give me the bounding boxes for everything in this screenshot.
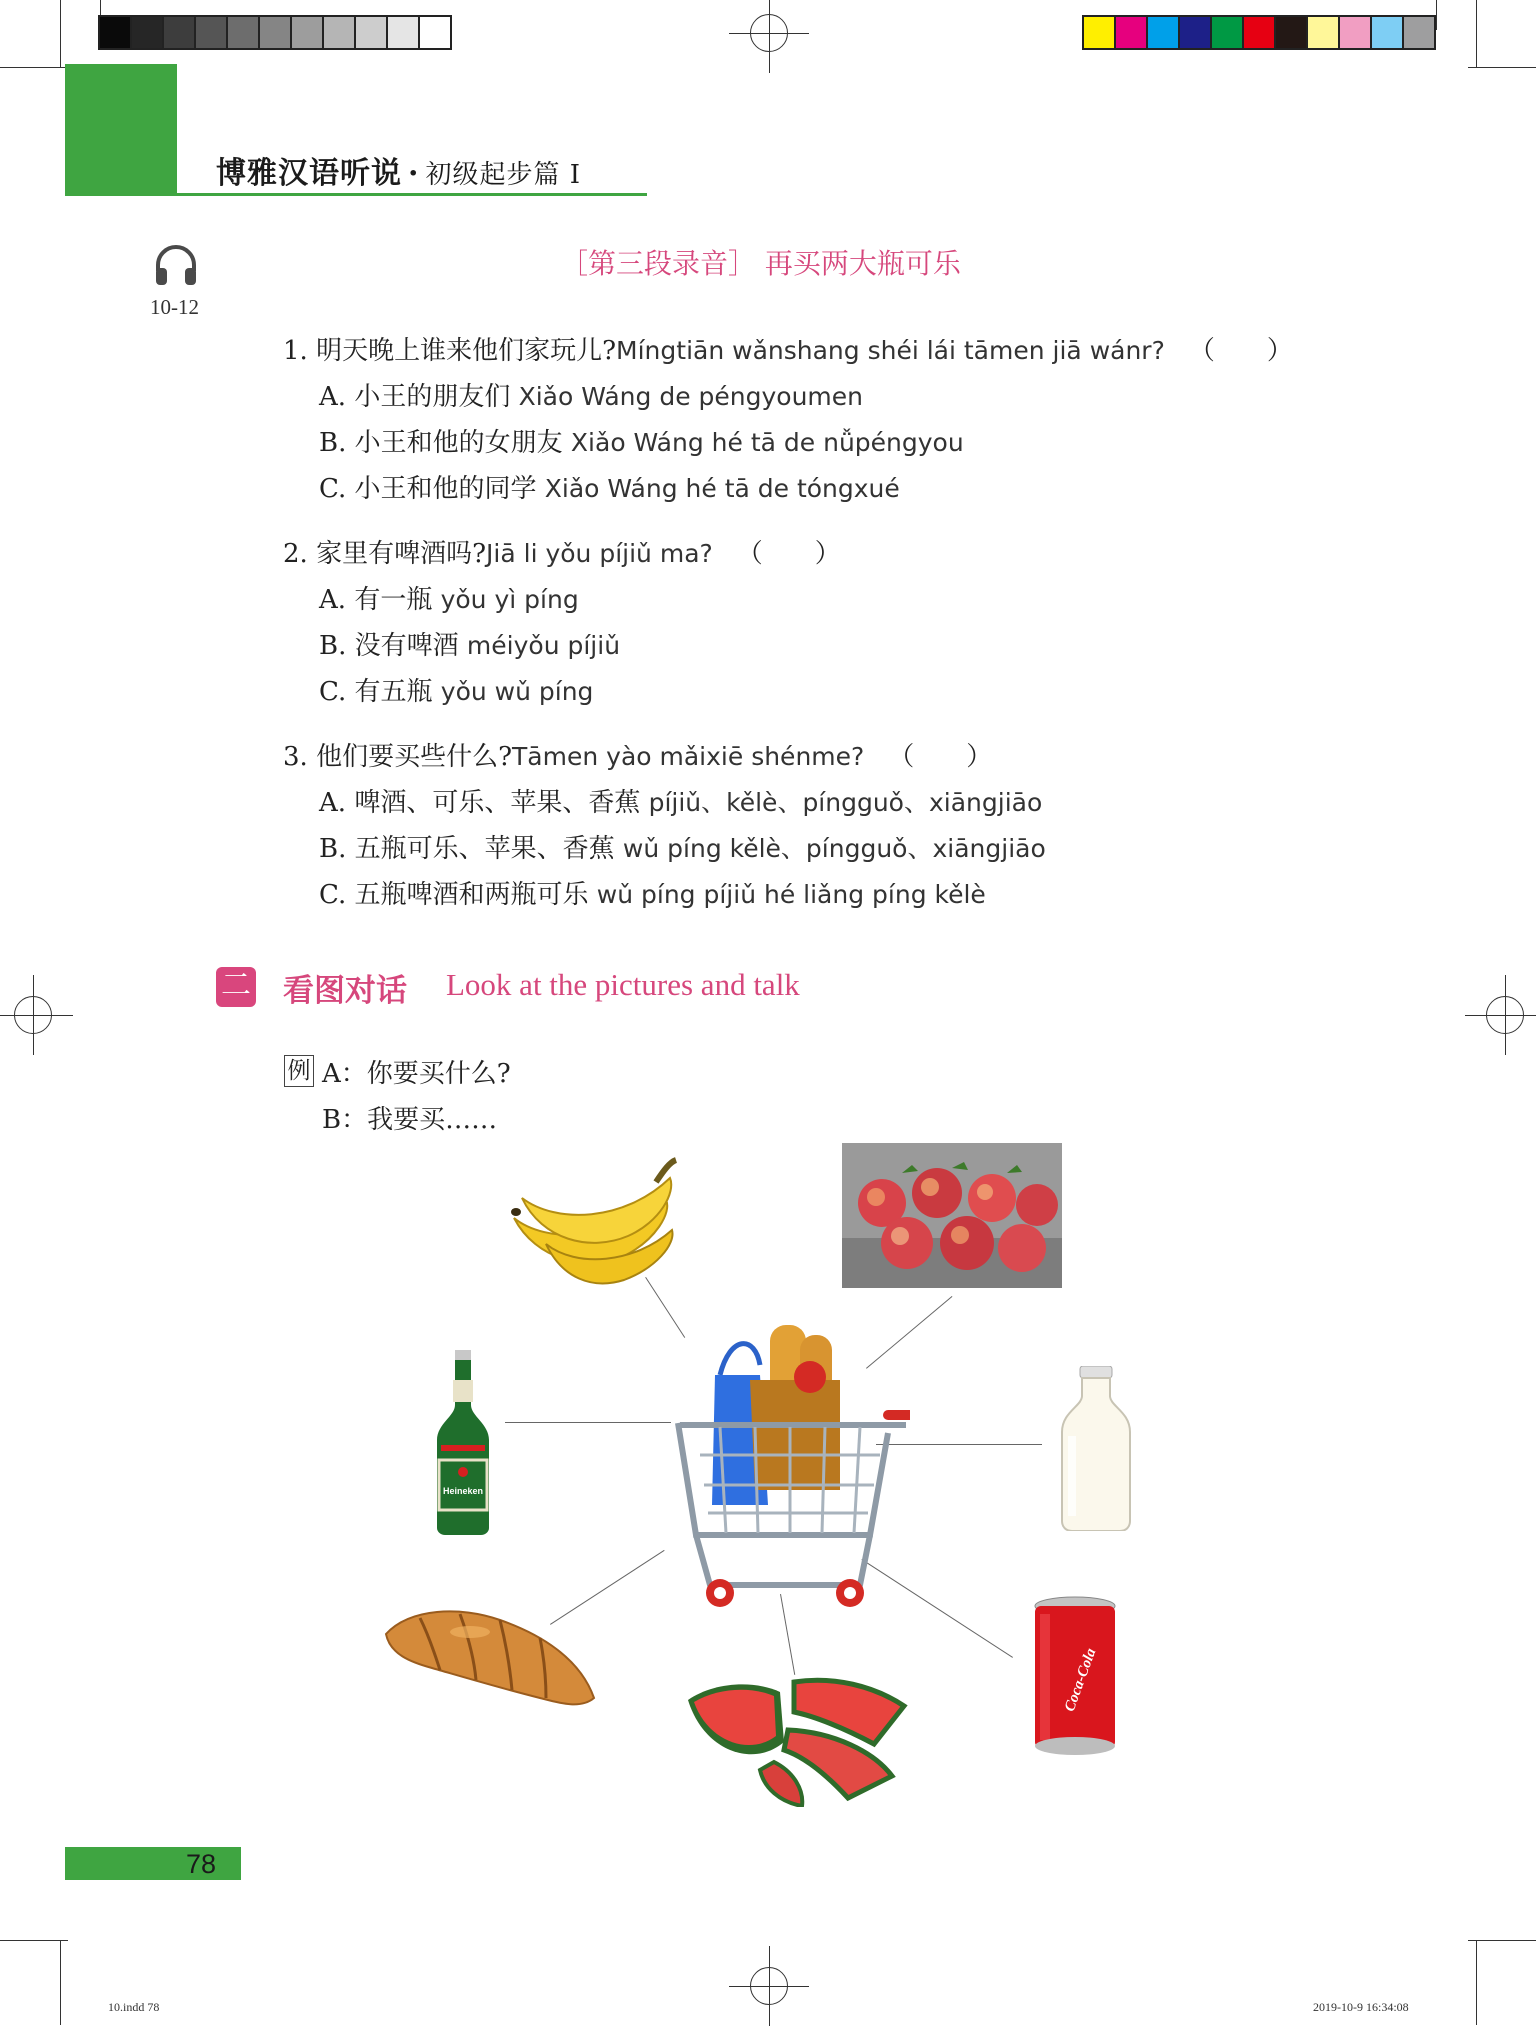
- slug-timestamp: 2019-10-9 16:34:08: [1313, 2000, 1409, 2014]
- registration-mark-right: [1486, 996, 1524, 1034]
- question-1: [283, 330, 1293, 367]
- option-3b[interactable]: [319, 828, 1046, 865]
- watermelon-picture: [684, 1672, 914, 1807]
- beer-bottle-picture: [433, 1350, 493, 1535]
- registration-mark-left: [14, 996, 52, 1034]
- option-pinyin: Xiǎo Wáng hé tā de tóngxué: [544, 474, 900, 503]
- option-letter: B.: [319, 834, 347, 864]
- dialog-line-b: B：我要买……: [322, 1105, 498, 1135]
- book-subtitle: 初级起步篇 I: [425, 160, 581, 190]
- option-letter: A.: [319, 585, 347, 615]
- chapter-tab-block: [65, 64, 177, 196]
- audio-section-title: ［第三段录音］ 再买两大瓶可乐: [560, 247, 961, 280]
- option-text: 没有啤酒: [354, 631, 459, 661]
- option-pinyin: wǔ píng píjiǔ hé liǎng píng kělè: [596, 880, 986, 909]
- option-2b[interactable]: [319, 625, 620, 662]
- answer-blank[interactable]: （ ）: [1188, 336, 1293, 366]
- gray-swatch: [388, 17, 420, 48]
- answer-blank[interactable]: （ ）: [888, 742, 993, 772]
- part-title-english: Look at the pictures and talk: [446, 967, 800, 1002]
- gray-swatch: [164, 17, 196, 48]
- option-1b[interactable]: [319, 422, 964, 459]
- registration-mark-bottom: [750, 1967, 788, 2005]
- apple-picture: [842, 1143, 1062, 1288]
- process-swatch: [1276, 17, 1308, 48]
- option-text: 啤酒、可乐、苹果、香蕉: [354, 788, 641, 818]
- registration-mark-top: [750, 14, 788, 52]
- option-letter: A.: [319, 788, 347, 818]
- process-swatch: [1404, 17, 1434, 48]
- option-3c[interactable]: [319, 874, 986, 911]
- banana-picture: [506, 1152, 686, 1292]
- option-letter: A.: [319, 382, 347, 412]
- part-number-badge: 二: [216, 967, 256, 1007]
- question-2: [283, 533, 841, 570]
- option-text: 五瓶啤酒和两瓶可乐: [354, 880, 589, 910]
- cola-logo-text: Coca-Cola: [1061, 1646, 1100, 1714]
- gray-swatch: [228, 17, 260, 48]
- option-3a[interactable]: [319, 782, 1042, 819]
- question-number: 3.: [283, 742, 308, 772]
- option-pinyin: wǔ píng kělè、píngguǒ、xiāngjiāo: [622, 834, 1046, 863]
- slug-filename: 10.indd 78: [108, 2000, 160, 2014]
- question-pinyin: Jiā li yǒu píjiǔ ma?: [486, 539, 713, 568]
- shopping-cart-picture: [660, 1305, 910, 1615]
- process-swatch: [1148, 17, 1180, 48]
- headphones-icon[interactable]: [152, 241, 200, 289]
- audio-track-number: 10-12: [150, 295, 199, 319]
- gray-swatch: [420, 17, 450, 48]
- header-rule: [177, 193, 647, 196]
- example-label: 例: [284, 1055, 314, 1087]
- option-pinyin: Xiǎo Wáng de péngyoumen: [518, 382, 864, 411]
- option-pinyin: píjiǔ、kělè、píngguǒ、xiāngjiāo: [648, 788, 1043, 817]
- question-number: 2.: [283, 539, 308, 569]
- title-separator: ·: [408, 156, 420, 191]
- question-pinyin: Míngtiān wǎnshang shéi lái tāmen jiā wánr?: [616, 336, 1165, 365]
- gray-ramp-color-bar: [98, 15, 452, 50]
- option-text: 有五瓶: [354, 677, 433, 707]
- option-letter: B.: [319, 631, 347, 661]
- option-pinyin: yǒu wǔ píng: [440, 677, 594, 706]
- answer-blank[interactable]: （ ）: [736, 539, 841, 569]
- question-text: 明天晚上谁来他们家玩儿?: [316, 336, 617, 366]
- process-swatch: [1116, 17, 1148, 48]
- question-text: 他们要买些什么?: [316, 742, 513, 772]
- croissant-picture: [380, 1598, 600, 1718]
- process-swatch: [1340, 17, 1372, 48]
- question-number: 1.: [283, 336, 308, 366]
- option-text: 小王和他的同学: [354, 474, 537, 504]
- gray-swatch: [196, 17, 228, 48]
- option-text: 小王的朋友们: [354, 382, 511, 412]
- option-pinyin: Xiǎo Wáng hé tā de nǚpéngyou: [570, 428, 964, 457]
- option-text: 五瓶可乐、苹果、香蕉: [354, 834, 615, 864]
- option-letter: B.: [319, 428, 347, 458]
- book-title: [216, 148, 581, 192]
- process-swatch: [1372, 17, 1404, 48]
- gray-swatch: [324, 17, 356, 48]
- option-pinyin: yǒu yì píng: [440, 585, 579, 614]
- book-title-main: 博雅汉语听说: [216, 156, 402, 191]
- option-1c[interactable]: [319, 468, 900, 505]
- beer-label-text: Heineken: [442, 1486, 484, 1496]
- option-text: 小王和他的女朋友: [354, 428, 563, 458]
- process-swatch: [1180, 17, 1212, 48]
- question-pinyin: Tāmen yào mǎixiē shénme?: [512, 742, 865, 771]
- option-1a[interactable]: [319, 376, 863, 413]
- option-2c[interactable]: [319, 671, 593, 708]
- process-color-bar: [1082, 15, 1436, 50]
- gray-swatch: [356, 17, 388, 48]
- dialog-line-a: A：你要买什么?: [322, 1059, 511, 1089]
- gray-swatch: [100, 17, 132, 48]
- option-letter: C.: [319, 880, 347, 910]
- process-swatch: [1084, 17, 1116, 48]
- process-swatch: [1308, 17, 1340, 48]
- gray-swatch: [132, 17, 164, 48]
- question-text: 家里有啤酒吗?: [316, 539, 487, 569]
- page-number: 78: [186, 1849, 217, 1879]
- gray-swatch: [292, 17, 324, 48]
- part-title-chinese: 看图对话: [283, 973, 407, 1009]
- option-2a[interactable]: [319, 579, 579, 616]
- process-swatch: [1212, 17, 1244, 48]
- option-pinyin: méiyǒu píjiǔ: [466, 631, 621, 660]
- milk-bottle-picture: [1056, 1366, 1136, 1531]
- question-3: [283, 736, 992, 773]
- process-swatch: [1244, 17, 1276, 48]
- cola-can-picture: [1030, 1596, 1120, 1756]
- gray-swatch: [260, 17, 292, 48]
- option-text: 有一瓶: [354, 585, 433, 615]
- option-letter: C.: [319, 677, 347, 707]
- option-letter: C.: [319, 474, 347, 504]
